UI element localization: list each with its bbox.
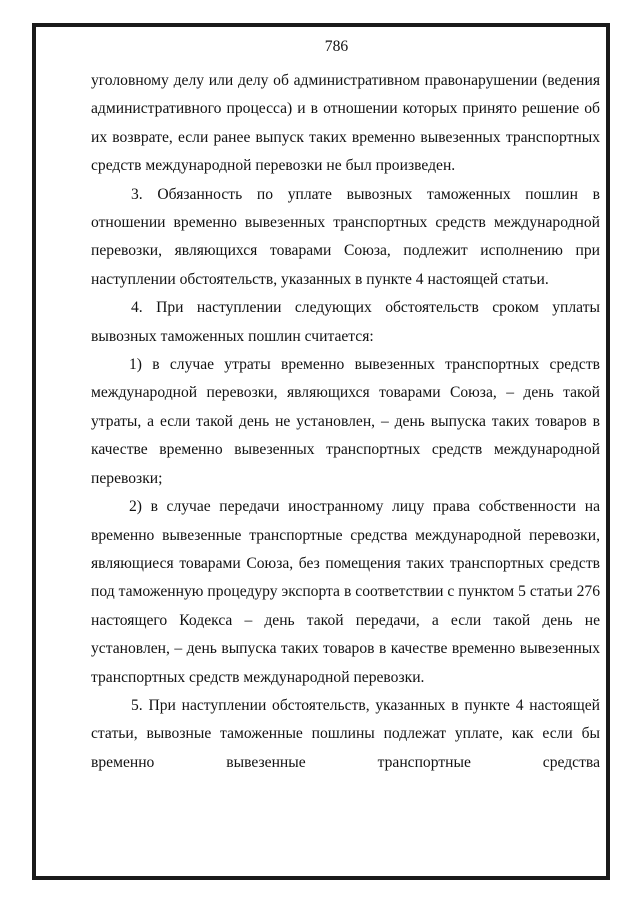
paragraph-clause-4: 4. При наступлении следующих обстоятельств сроком уплаты вывозных таможенных пошлин считается: xyxy=(91,299,600,345)
paragraph-subclause-2: 2) в случае передачи иностранному лицу права собственности на временно вывезенные транспортные средства международной перевозки, являющиеся товарами Союза, без помещения таких транспортных средств под таможенную процедуру экспорта в соответствии с пунктом 5 статьи 276 настоящего Кодекса – день такой передачи, а если такой день не установлен, – день выпуска таких товаров в качестве временно вывезенных транспортных средств международной перевозки. xyxy=(91,498,600,686)
paragraph-clause-5: 5. При наступлении обстоятельств, указанных в пункте 4 настоящей статьи, вывозные таможенные пошлины подлежат уплате, как если бы временно вывезенные транспортные средства xyxy=(91,696,600,771)
paragraph-subclause-1: 1) в случае утраты временно вывезенных транспортных средств международной перевозки, являющихся товарами Союза, – день такой утраты, а если такой день не установлен, – день выпуска таких товаров в качестве временно вывезенных транспортных средств международной перевозки; xyxy=(91,356,600,487)
page-number: 786 xyxy=(324,38,349,55)
paragraph-clause-3: 3. Обязанность по уплате вывозных таможенных пошлин в отношении временно вывезенных транспортных средств международной перевозки, являющихся товарами Союза, подлежит исполнению при наступлении обстоятельств, указанных в пункте 4 настоящей статьи. xyxy=(91,185,600,288)
paragraph-continuation: уголовному делу или делу об административном правонарушении (ведения административного процесса) и в отношении которых принято решение об их возврате, если ранее выпуск таких временно вывезенных транспортных средств международной перевозки не был произведен. xyxy=(91,72,600,175)
document-page xyxy=(91,37,600,777)
